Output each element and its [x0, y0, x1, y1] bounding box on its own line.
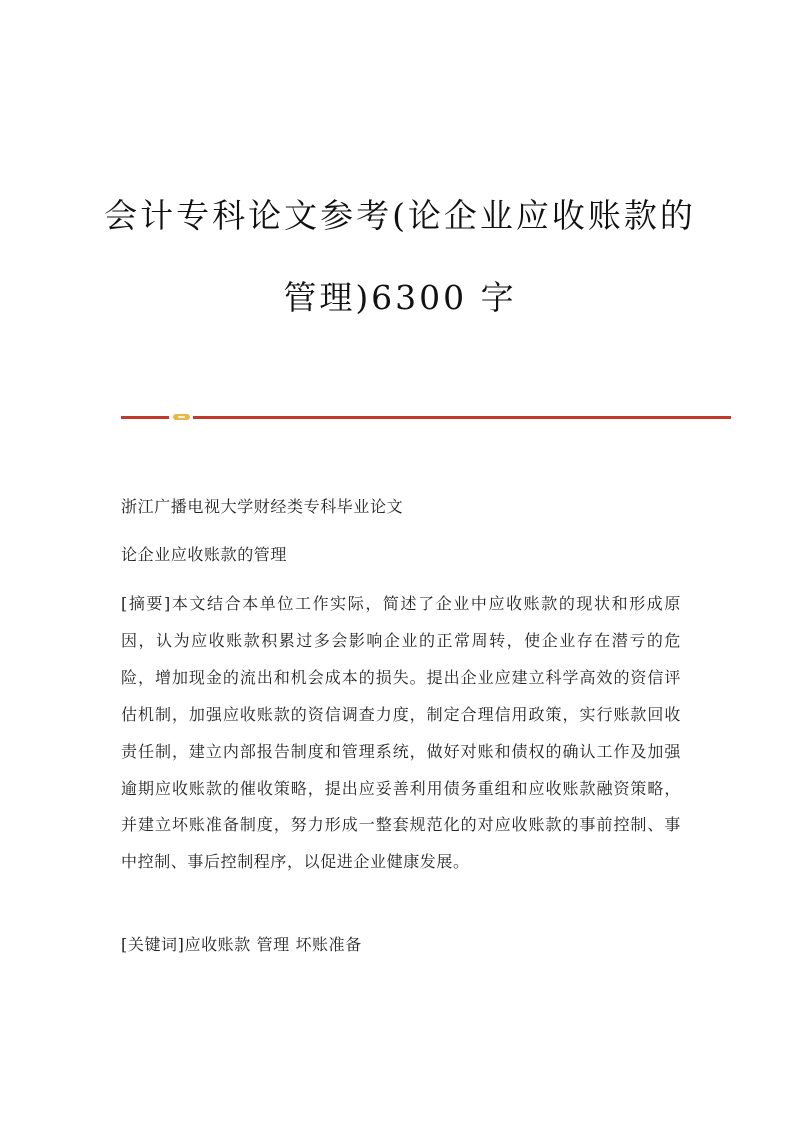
document-subtitle: 浙江广播电视大学财经类专科毕业论文 [121, 497, 404, 516]
title-divider [121, 413, 731, 421]
divider-bar-left [121, 416, 169, 419]
abstract-paragraph: [摘要]本文结合本单位工作实际，简述了企业中应收账款的现状和形成原因，认为应收账款积累过多会影响企业的正常周转，使企业存在潜亏的危险，增加现金的流出和机会成本的损失。提出企业应建立科学高效的资信评估机制，加强应收账款的资信调查力度，制定合理信用政策，实行账款回收责任制，建立内部报告制度和管理系统，做好对账和债权的确认工作及加强逾期应收账款的催收策略，提出应妥善利用债务重组和应收账款融资策略，并建立坏账准备制度，努力形成一整套规范化的对应收账款的事前控制、事中控制、事后控制程序，以促进企业健康发展。 [121, 594, 681, 872]
document-title-line-1: 会计专科论文参考(论企业应收账款的 [104, 196, 696, 235]
document-topic: 论企业应收账款的管理 [121, 545, 288, 564]
divider-bar-right [193, 416, 731, 419]
keywords-line: [关键词]应收账款 管理 坏账准备 [121, 935, 362, 954]
divider-ornament-icon [173, 414, 190, 420]
document-title-line-2: 管理)6300 字 [283, 278, 517, 317]
